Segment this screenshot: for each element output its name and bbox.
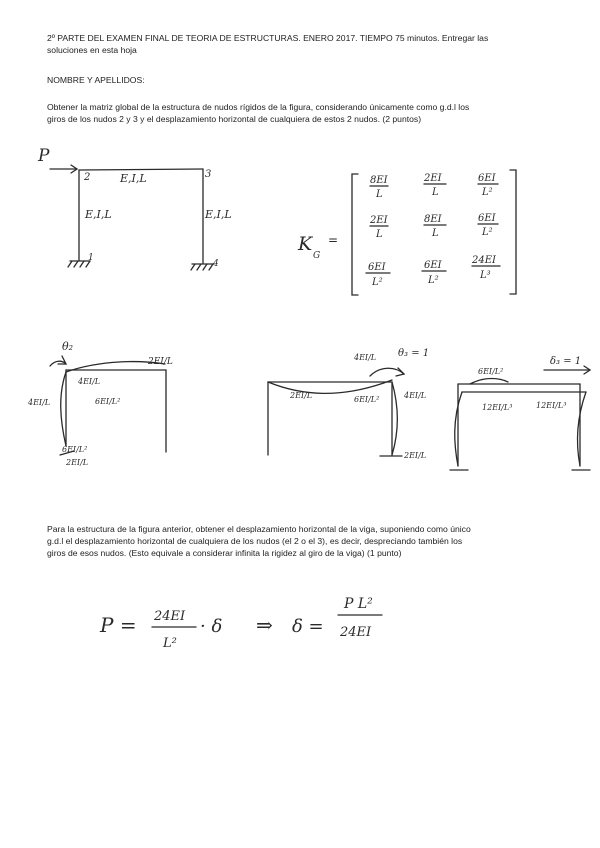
answer-lhs: P =	[100, 613, 137, 637]
answer-coef-den: L²	[163, 636, 177, 651]
sketch3-shear-left: 12EI/L³	[482, 403, 513, 412]
matrix-cell-num: 6EI	[368, 262, 386, 273]
load-label: P	[38, 146, 50, 166]
node-1-label: 1	[88, 253, 94, 263]
matrix-cell-num: 6EI	[424, 260, 442, 271]
sketch1-base-shear: 6EI/L²	[62, 445, 88, 454]
sketch-3-deformed	[450, 366, 590, 470]
matrix-cell-den: L	[432, 228, 439, 239]
sketch-2-deformed	[268, 368, 404, 456]
sketch2-shear: 6EI/L²	[354, 395, 380, 404]
right-column-props: E,I,L	[205, 208, 232, 221]
matrix-cell-num: 8EI	[370, 175, 388, 186]
node-4-label: 4	[213, 259, 219, 269]
matrix-cells	[368, 173, 497, 288]
matrix-cell-den: L²	[428, 275, 439, 286]
matrix-cell-den: L²	[372, 277, 383, 288]
question1-line-2: giros de los nudos 2 y 3 y el desplazamiento horizontal de cualquiera de estos 2 nudos. (2 puntos)	[47, 114, 422, 124]
question1-line-1: Obtener la matriz global de la estructura de nudos rígidos de la figura, considerando únicamente como g.d.l los	[47, 102, 470, 112]
matrix-cell-num: 24EI	[472, 255, 496, 266]
sketch2-left-moment: 2EI/L	[290, 391, 313, 400]
matrix-cell-num: 6EI	[478, 173, 496, 184]
name-label: NOMBRE Y APELLIDOS:	[47, 75, 145, 85]
sketch1-moment-beam-left: 4EI/L	[28, 398, 51, 407]
beam-props: E,I,L	[120, 172, 147, 185]
answer-coef-num: 24EI	[154, 609, 186, 624]
answer-implies: ⇒	[256, 613, 273, 637]
answer-result-num: P L²	[344, 596, 373, 612]
matrix-cell-den: L	[432, 187, 439, 198]
question2-line-3: giros de esos nudos. (Esto equivale a considerar infinita la rigidez al giro de la viga) (1 punto)	[47, 548, 402, 558]
answer-result-den: 24EI	[340, 625, 372, 640]
matrix-cell-den: L	[376, 229, 383, 240]
sketch1-moment-node: 4EI/L	[78, 377, 101, 386]
matrix-symbol: K	[298, 233, 313, 255]
header-line-1: 2º PARTE DEL EXAMEN FINAL DE TEORIA DE ESTRUCTURAS. ENERO 2017. TIEMPO 75 minutos. Entregar las	[47, 33, 489, 43]
node-2-label: 2	[84, 172, 91, 183]
matrix-cell-num: 8EI	[424, 214, 442, 225]
sketch2-top-label: 4EI/L	[354, 353, 377, 362]
header-line-2: soluciones en esta hoja	[47, 45, 137, 55]
sketch3-shear-right: 12EI/L³	[536, 401, 567, 410]
sketch1-theta: θ₂	[62, 340, 74, 353]
sketch3-top-label: 6EI/L²	[478, 367, 504, 376]
matrix-cell-den: L²	[482, 227, 493, 238]
matrix-cell-den: L²	[482, 187, 493, 198]
matrix-cell-num: 6EI	[478, 213, 496, 224]
matrix-subscript: G	[313, 251, 321, 261]
question2-line-2: g.d.l el desplazamiento horizontal de cualquiera de los nudos (el 2 o el 3), es decir, despreciando también los	[47, 536, 463, 546]
sketch2-right-moment: 4EI/L	[404, 391, 427, 400]
sketch1-moment-beam-right: 2EI/L	[148, 357, 173, 367]
sketch1-shear: 6EI/L²	[95, 397, 121, 406]
sketch3-delta: δ₃ = 1	[550, 356, 582, 367]
node-3-label: 3	[205, 169, 212, 180]
sketch1-base-moment: 2EI/L	[66, 458, 89, 467]
answer-delta-eq: δ =	[292, 616, 324, 637]
sketch2-theta: θ₃ = 1	[398, 348, 430, 359]
question2-line-1: Para la estructura de la figura anterior, obtener el desplazamiento horizontal de la viga, suponiendo como único	[47, 524, 471, 534]
matrix-cell-num: 2EI	[370, 215, 388, 226]
matrix-cell-den: L	[376, 189, 383, 200]
answer-times-delta: · δ	[200, 616, 223, 637]
matrix-equals: =	[328, 233, 339, 247]
left-column-props: E,I,L	[85, 208, 112, 221]
sketch2-base: 2EI/L	[404, 451, 427, 460]
matrix-cell-num: 2EI	[424, 173, 442, 184]
matrix-cell-den: L³	[480, 270, 491, 281]
